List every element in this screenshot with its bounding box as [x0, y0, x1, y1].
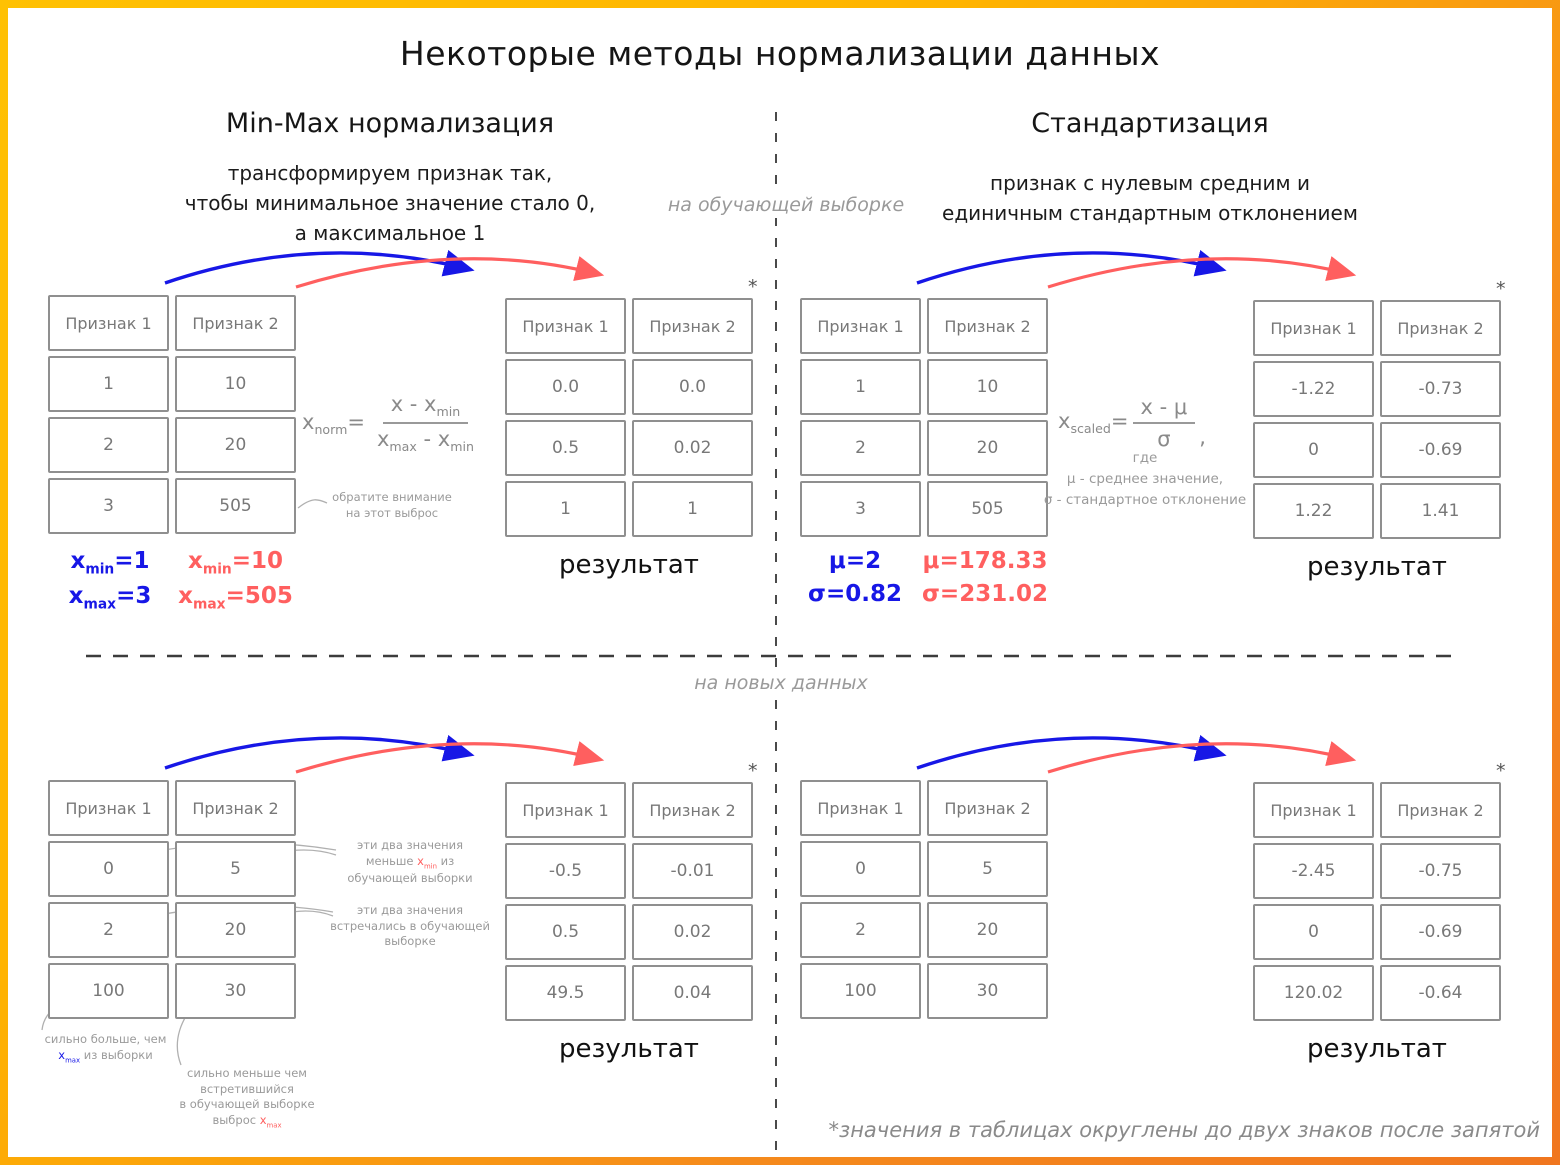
xmin-red: $x_{min}$	[417, 853, 437, 870]
rounding-footnote: *значения в таблицах округлены до двух знаков после запятой	[828, 1118, 1540, 1142]
table-cell: 0.0	[632, 359, 753, 415]
standard-train-result-table	[1253, 300, 1501, 539]
table-cell: 1	[800, 359, 921, 415]
xmax-blue: $x_{max}$	[58, 1047, 81, 1064]
table-header-cell: Признак 1	[48, 780, 169, 836]
formula-denominator: σ	[1157, 427, 1171, 451]
table-cell: 0	[48, 841, 169, 897]
table-header-cell: Признак 1	[505, 782, 626, 838]
table-cell: 10	[175, 356, 296, 412]
minmax-section-description	[110, 158, 670, 248]
result-label: результат	[1307, 552, 1447, 582]
table-footnote-mark: *	[1496, 760, 1506, 782]
table-cell: 505	[175, 478, 296, 534]
table-header-cell: Признак 1	[48, 295, 169, 351]
minmax-train-stats-blue	[55, 545, 165, 614]
stat-line: $x_{max}=3$	[68, 582, 152, 613]
formula-lhs: $x_{norm}=$	[302, 409, 365, 437]
table-header-cell: Признак 1	[800, 298, 921, 354]
table-cell: 0.0	[505, 359, 626, 415]
table-cell: 2	[800, 420, 921, 476]
standard-train-stats-red	[915, 545, 1055, 612]
standard-train-stats-blue	[800, 545, 910, 612]
table-cell: 0.5	[505, 904, 626, 960]
stat-line: $x_{max}=505$	[178, 582, 293, 613]
new-data-label: на новых данных	[640, 670, 922, 696]
formula-numerator: x - μ	[1133, 395, 1196, 424]
table-cell: -2.45	[1253, 843, 1374, 899]
formula-fraction	[1133, 395, 1196, 451]
table-header-cell: Признак 2	[1380, 300, 1501, 356]
result-label: результат	[559, 1034, 699, 1064]
minmax-new-input-table	[48, 780, 296, 1019]
standard-formula	[1058, 395, 1206, 451]
table-cell: 0.04	[632, 965, 753, 1021]
minmax-train-input-table	[48, 295, 296, 534]
table-cell: 1	[48, 356, 169, 412]
table-cell: 20	[175, 902, 296, 958]
table-cell: -1.22	[1253, 361, 1374, 417]
table-cell: 1.41	[1380, 483, 1501, 539]
table-cell: -0.73	[1380, 361, 1501, 417]
table-cell: 20	[927, 902, 1048, 958]
standard-formula-legend: где μ - среднее значение, σ - стандартное отклонение	[1043, 450, 1247, 508]
page-title: Некоторые методы нормализации данных	[399, 34, 1161, 73]
much-greater-annotation: сильно больше, чем $x_{max}$ из выборки	[44, 1032, 167, 1064]
table-header-cell: Признак 2	[927, 780, 1048, 836]
xmax-red: $x_{max}$	[259, 1112, 282, 1129]
minmax-section-title: Min-Max нормализация	[225, 108, 555, 139]
table-header-cell: Признак 1	[1253, 782, 1374, 838]
standard-new-result-table	[1253, 782, 1501, 1021]
formula-numerator: x - $x_{min}$	[383, 392, 469, 424]
table-header-cell: Признак 2	[632, 298, 753, 354]
table-cell: 120.02	[1253, 965, 1374, 1021]
table-cell: -0.5	[505, 843, 626, 899]
table-cell: 10	[927, 359, 1048, 415]
table-header-cell: Признак 2	[632, 782, 753, 838]
desc-line: единичным стандартным отклонением	[942, 201, 1358, 225]
table-cell: 5	[175, 841, 296, 897]
minmax-train-stats-red	[168, 545, 303, 614]
result-label: результат	[1307, 1034, 1447, 1064]
table-cell: 505	[927, 481, 1048, 537]
desc-line: а максимальное 1	[294, 221, 486, 245]
table-cell: 0.02	[632, 420, 753, 476]
table-cell: 100	[800, 963, 921, 1019]
table-header-cell: Признак 1	[800, 780, 921, 836]
table-cell: 1.22	[1253, 483, 1374, 539]
minmax-new-result-table	[505, 782, 753, 1021]
table-cell: -0.69	[1380, 904, 1501, 960]
train-sample-label: на обучающей выборке	[645, 192, 927, 218]
desc-line: признак с нулевым средним и	[990, 171, 1310, 195]
table-cell: 2	[48, 417, 169, 473]
below-min-annotation: эти два значения меньше $x_{min}$ из обучающей выборки	[347, 838, 473, 886]
table-header-cell: Признак 2	[175, 295, 296, 351]
table-cell: -0.75	[1380, 843, 1501, 899]
table-header-cell: Признак 1	[1253, 300, 1374, 356]
table-cell: 0	[1253, 904, 1374, 960]
stat-line: μ=178.33	[922, 548, 1048, 574]
minmax-formula	[302, 392, 482, 454]
table-cell: -0.69	[1380, 422, 1501, 478]
seen-in-train-annotation: эти два значения встречались в обучающей выборке	[330, 903, 490, 949]
formula-lhs: $x_{scaled}=$	[1058, 409, 1129, 437]
result-label: результат	[559, 550, 699, 580]
stat-line: μ=2	[828, 548, 882, 574]
standard-new-input-table	[800, 780, 1048, 1019]
table-header-cell: Признак 2	[927, 298, 1048, 354]
table-cell: 2	[800, 902, 921, 958]
formula-denominator: $x_{max} - x_{min}$	[376, 427, 474, 455]
table-header-cell: Признак 1	[505, 298, 626, 354]
table-header-cell: Признак 2	[175, 780, 296, 836]
formula-comma: ,	[1199, 425, 1206, 449]
formula-fraction	[369, 392, 482, 454]
table-cell: 0	[1253, 422, 1374, 478]
table-cell: 1	[505, 481, 626, 537]
much-less-annotation: сильно меньше чем встретившийся в обучающей выборке выброс $x_{max}$	[179, 1066, 315, 1129]
table-cell: 3	[800, 481, 921, 537]
stat-line: σ=0.82	[808, 581, 902, 608]
desc-line: трансформируем признак так,	[227, 161, 553, 185]
standard-train-input-table	[800, 298, 1048, 537]
table-cell: 30	[927, 963, 1048, 1019]
table-cell: 0.5	[505, 420, 626, 476]
table-cell: 30	[175, 963, 296, 1019]
standard-section-title: Стандартизация	[1031, 108, 1269, 139]
table-cell: 20	[927, 420, 1048, 476]
table-header-cell: Признак 2	[1380, 782, 1501, 838]
table-cell: 0	[800, 841, 921, 897]
stat-line: $x_{min}=1$	[70, 548, 150, 578]
table-footnote-mark: *	[1496, 278, 1506, 300]
outlier-annotation: обратите внимание на этот выброс	[332, 490, 452, 520]
table-cell: 3	[48, 478, 169, 534]
stat-line: σ=231.02	[922, 581, 1048, 608]
table-cell: 20	[175, 417, 296, 473]
table-footnote-mark: *	[748, 760, 758, 782]
minmax-train-result-table	[505, 298, 753, 537]
stat-line: $x_{min}=10$	[187, 548, 284, 578]
desc-line: чтобы минимальное значение стало 0,	[184, 191, 596, 215]
table-cell: 100	[48, 963, 169, 1019]
table-cell: 5	[927, 841, 1048, 897]
table-cell: -0.01	[632, 843, 753, 899]
standard-section-description	[860, 168, 1440, 228]
table-footnote-mark: *	[748, 276, 758, 298]
table-cell: 49.5	[505, 965, 626, 1021]
table-cell: -0.64	[1380, 965, 1501, 1021]
table-cell: 1	[632, 481, 753, 537]
table-cell: 2	[48, 902, 169, 958]
table-cell: 0.02	[632, 904, 753, 960]
